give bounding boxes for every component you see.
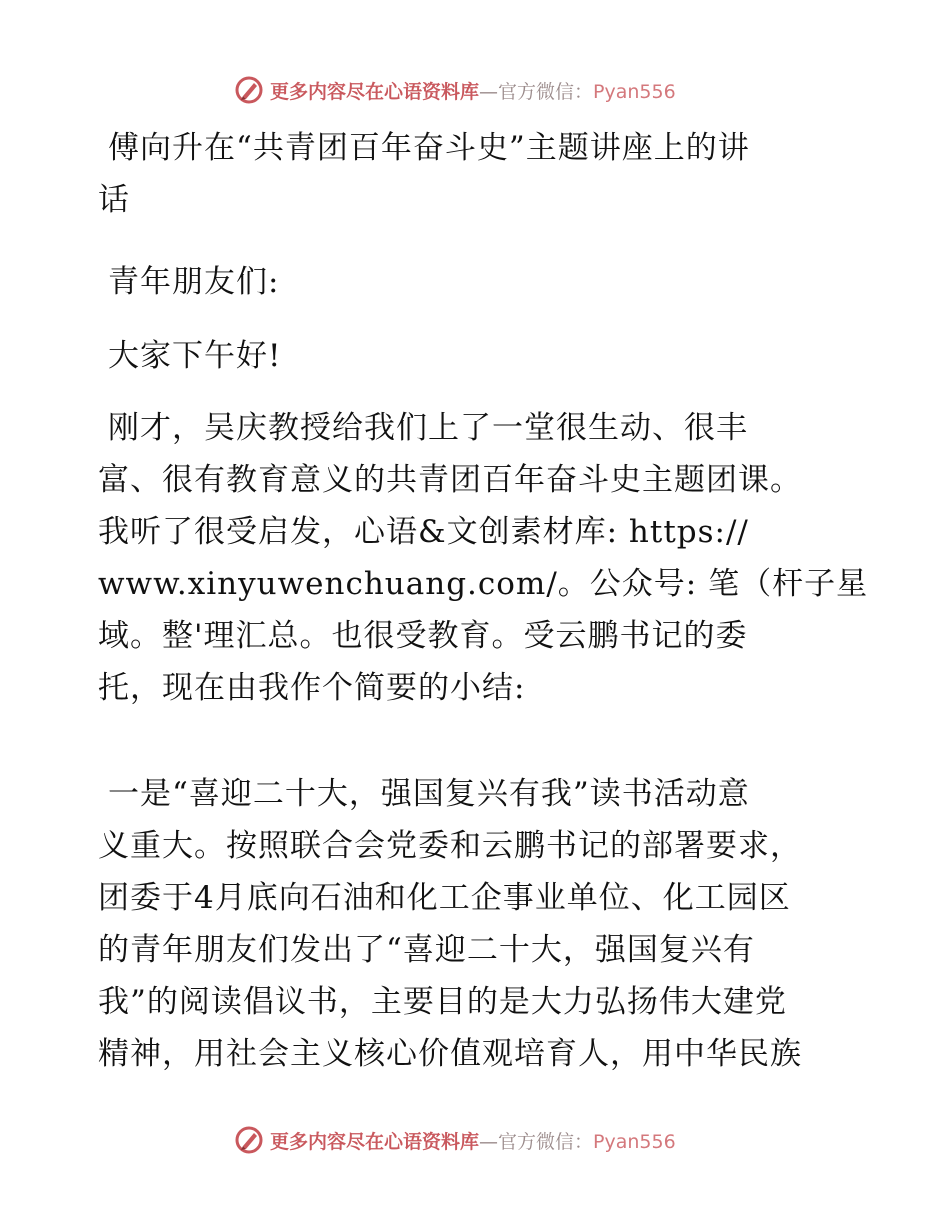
paragraph-1-line-2: 富、很有教育意义的共青团百年奋斗史主题团课。: [98, 462, 802, 498]
paragraph-1-line-3: 我听了很受启发，心语&文创素材库: https://: [98, 514, 749, 550]
document-body: [98, 122, 858, 226]
watermark-separator: —: [479, 80, 499, 103]
watermark-label: 官方微信：: [498, 80, 594, 103]
document-title-line-2: 话: [98, 182, 130, 218]
watermark-text: [270, 77, 676, 104]
watermark-label: 官方微信：: [498, 1130, 594, 1153]
pen-circle-logo-icon: [234, 75, 264, 105]
salutation: 青年朋友们:: [108, 264, 280, 300]
paragraph-2-line-1: 一是“喜迎二十大，强国复兴有我”读书活动意: [108, 776, 750, 812]
document-title-line-1: 傅向升在“共青团百年奋斗史”主题讲座上的讲: [108, 130, 750, 166]
paragraph-1-line-6: 托，现在由我作个简要的小结:: [98, 670, 526, 706]
paragraph-2: [98, 768, 858, 1080]
paragraph-1: [98, 402, 869, 714]
paragraph-1-line-5: 域。整'理汇总。也很受教育。受云鹏书记的委: [98, 618, 748, 654]
paragraph-1-line-1: 刚才，吴庆教授给我们上了一堂很生动、很丰: [108, 410, 748, 446]
salutation-block: [98, 256, 858, 308]
paragraph-2-line-3: 团委于4月底向石油和化工企事业单位、化工园区: [98, 880, 791, 916]
watermark-account: Pyan556: [593, 80, 676, 103]
pen-circle-logo-icon: [234, 1125, 264, 1155]
paragraph-2-line-2: 义重大。按照联合会党委和云鹏书记的部署要求，: [98, 828, 802, 864]
watermark-text: [270, 1127, 676, 1154]
watermark-account: Pyan556: [593, 1130, 676, 1153]
watermark-site-name: 更多内容尽在心语资料库: [270, 80, 480, 103]
greeting-block: [98, 330, 858, 382]
paragraph-2-line-4: 的青年朋友们发出了“喜迎二十大，强国复兴有: [98, 932, 755, 968]
paragraph-2-line-6: 精神，用社会主义核心价值观培育人，用中华民族: [98, 1036, 802, 1072]
footer-watermark: [234, 1122, 754, 1158]
greeting: 大家下午好!: [108, 338, 282, 374]
paragraph-1-line-4: www.xinyuwenchuang.com/。公众号: 笔（杆子星: [98, 566, 869, 602]
watermark-separator: —: [479, 1130, 499, 1153]
paragraph-2-line-5: 我”的阅读倡议书，主要目的是大力弘扬伟大建党: [98, 984, 787, 1020]
header-watermark: [234, 72, 754, 108]
watermark-site-name: 更多内容尽在心语资料库: [270, 1130, 480, 1153]
